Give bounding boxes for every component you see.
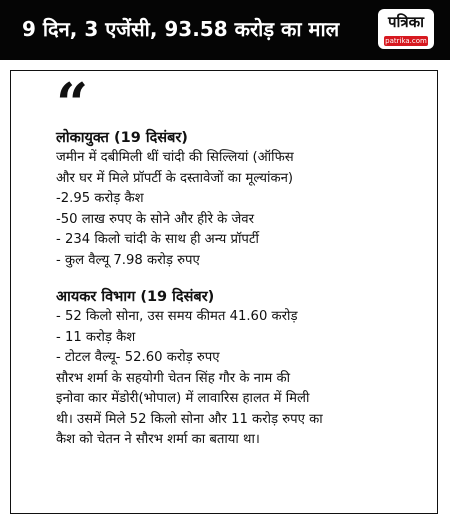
brand-site: patrika.com — [385, 37, 427, 45]
patrika-logo — [378, 9, 434, 49]
section-heading-income-tax: आयकर विभाग (19 दिसंबर) — [56, 289, 215, 305]
header-bar — [0, 0, 450, 60]
brand-name: पत्रिका — [387, 13, 425, 31]
section-heading-lokayukta: लोकायुक्त (19 दिसंबर) — [56, 130, 188, 146]
paragraph-line: कैश को चेतन ने सौरभ शर्मा का बताया था। — [56, 432, 260, 447]
paragraph-line: सौरभ शर्मा के सहयोगी चेतन सिंह गौर के नाम की — [56, 370, 291, 386]
list-item: - 234 किलो चांदी के साथ ही अन्य प्रॉपर्टी — [56, 232, 259, 247]
page-title: 9 दिन, 3 एजेंसी, 93.58 करोड़ का माल — [22, 17, 340, 41]
list-item: - टोटल वैल्यू- 52.60 करोड़ रुपए — [56, 350, 220, 365]
list-item: - 11 करोड़ कैश — [56, 329, 136, 345]
list-item: - कुल वैल्यू 7.98 करोड़ रुपए — [56, 252, 200, 268]
list-item: और घर में मिले प्रॉपर्टी के दस्तावेजों का मूल्यांकन) — [56, 170, 294, 186]
paragraph-line: थी। उसमें मिले 52 किलो सोना और 11 करोड़ रुपए का — [56, 411, 323, 427]
paragraph-line: इनोवा कार मेंडोरी(भोपाल) में लावारिस हालत में मिली — [56, 391, 310, 406]
list-item: - 52 किलो सोना, उस समय कीमत 41.60 करोड़ — [56, 309, 298, 324]
list-item: -2.95 करोड़ कैश — [56, 191, 144, 206]
list-item: जमीन में दबीमिली थीं चांदी की सिल्लियां (ऑफिस — [56, 150, 294, 165]
content-body — [56, 128, 434, 451]
quote-mark-icon: “ — [56, 71, 89, 137]
list-item: -50 लाख रुपए के सोने और हीरे के जेवर — [56, 211, 254, 227]
